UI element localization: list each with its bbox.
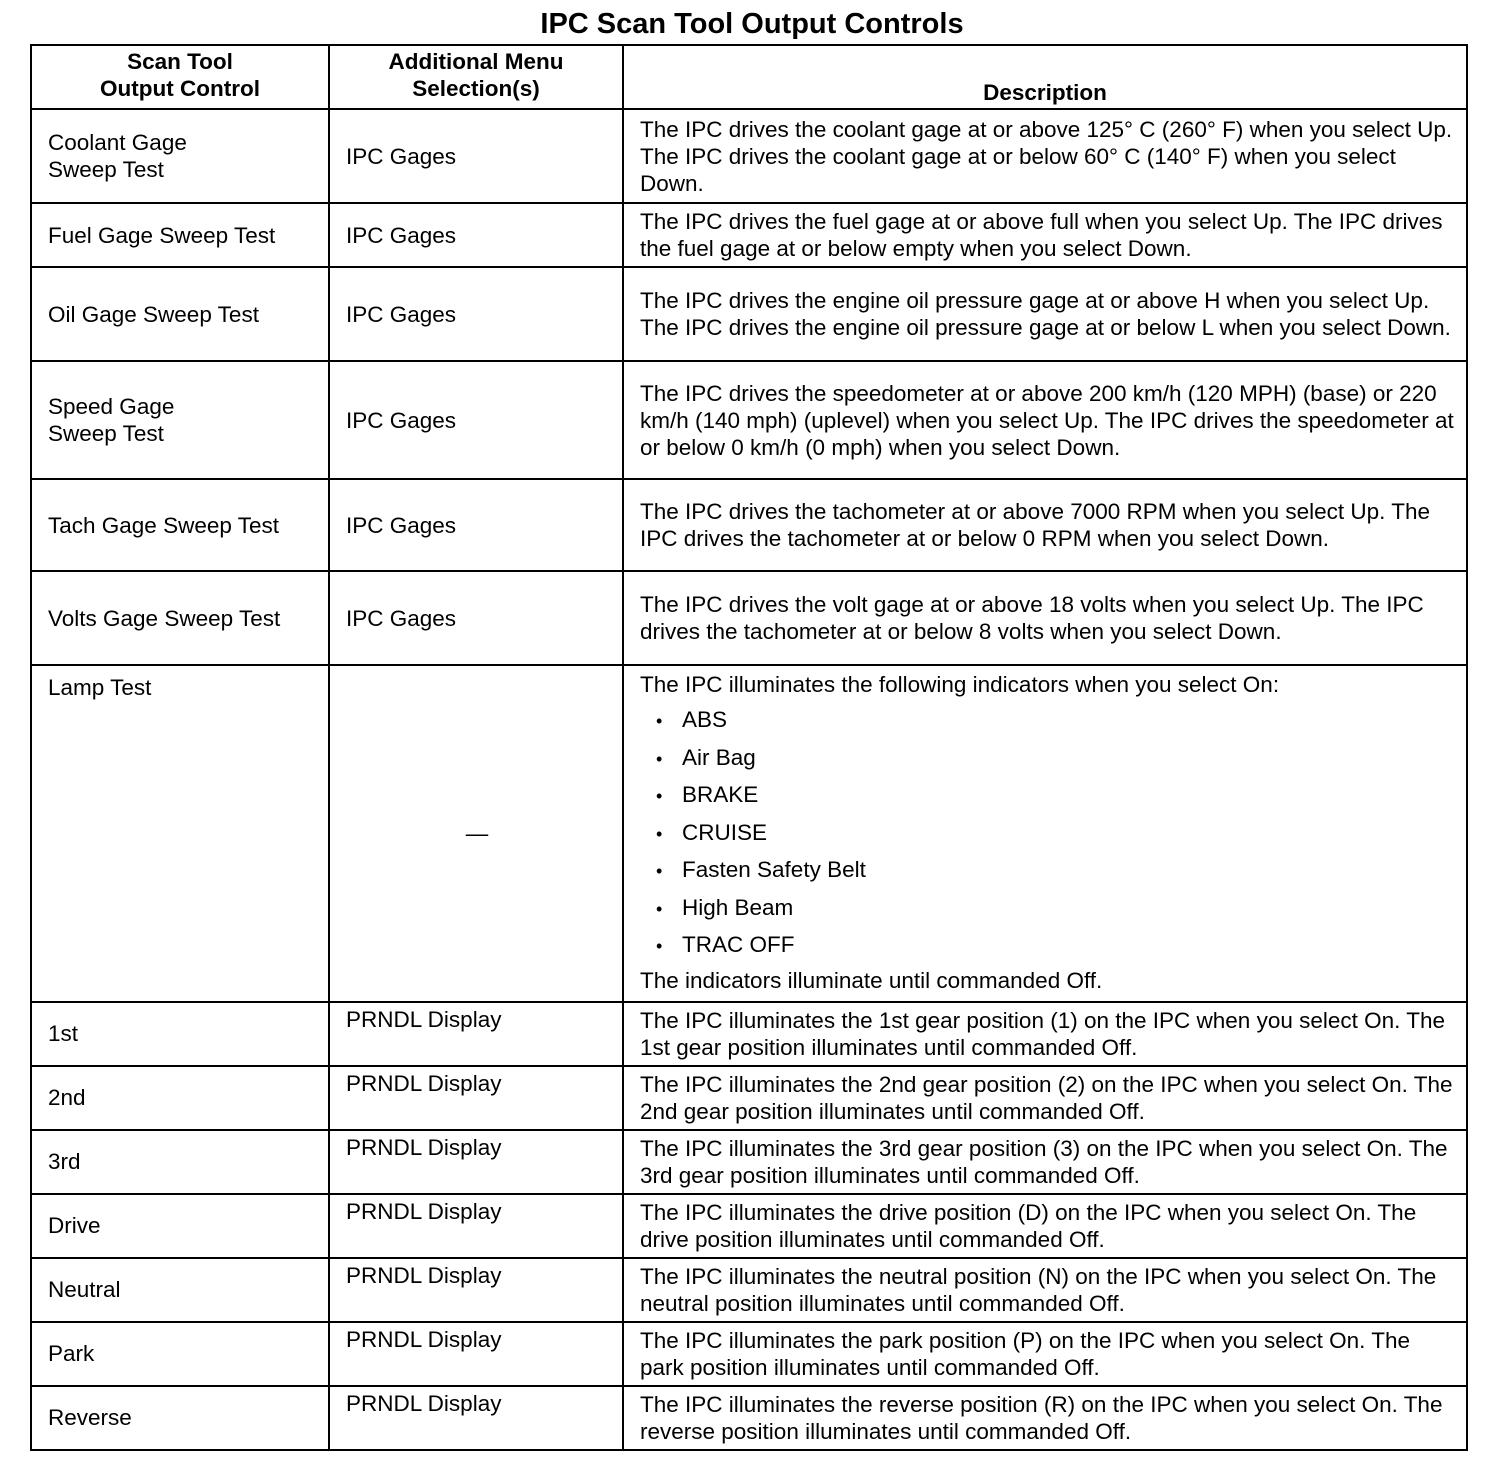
- description-cell: The IPC illuminates the reverse position (R) on the IPC when you select On. The reverse position illuminates until commanded Off.: [623, 1386, 1467, 1450]
- description-cell: The IPC drives the coolant gage at or above 125° C (260° F) when you select Up. The IPC drives the coolant gage at or below 60° C (140° F) when you select Down.: [623, 109, 1467, 203]
- table-row: [31, 1322, 1467, 1386]
- output-control-cell: 2nd: [31, 1066, 329, 1130]
- menu-selection-cell: PRNDL Display: [329, 1002, 623, 1066]
- output-control-cell: 1st: [31, 1002, 329, 1066]
- lamp-test-row: [31, 665, 1467, 1002]
- header-scan-tool-output-control: Scan Tool Output Control: [31, 45, 329, 109]
- description-cell: [623, 665, 1467, 1002]
- table-row: [31, 479, 1467, 571]
- description-cell: The IPC drives the volt gage at or above 18 volts when you select Up. The IPC drives the tachometer at or below 8 volts when you select Down.: [623, 571, 1467, 665]
- output-control-cell: Oil Gage Sweep Test: [31, 267, 329, 361]
- output-control-cell: Speed Gage Sweep Test: [31, 361, 329, 479]
- description-cell: The IPC illuminates the neutral position (N) on the IPC when you select On. The neutral position illuminates until commanded Off.: [623, 1258, 1467, 1322]
- output-control-cell: Tach Gage Sweep Test: [31, 479, 329, 571]
- indicator-list: [640, 702, 1456, 965]
- menu-selection-cell: PRNDL Display: [329, 1322, 623, 1386]
- list-item: • ABS: [656, 702, 1456, 740]
- menu-selection-cell: IPC Gages: [329, 203, 623, 267]
- menu-selection-cell: PRNDL Display: [329, 1066, 623, 1130]
- output-controls-table: [30, 44, 1468, 1451]
- description-cell: The IPC illuminates the drive position (D) on the IPC when you select On. The drive position illuminates until commanded Off.: [623, 1194, 1467, 1258]
- menu-selection-cell: IPC Gages: [329, 479, 623, 571]
- list-item: • BRAKE: [656, 777, 1456, 815]
- table-row: [31, 571, 1467, 665]
- table-row: [31, 1130, 1467, 1194]
- description-cell: The IPC illuminates the 3rd gear position (3) on the IPC when you select On. The 3rd gear position illuminates until commanded Off.: [623, 1130, 1467, 1194]
- description-cell: The IPC drives the tachometer at or above 7000 RPM when you select Up. The IPC drives the tachometer at or below 0 RPM when you select Down.: [623, 479, 1467, 571]
- menu-selection-cell: PRNDL Display: [329, 1130, 623, 1194]
- menu-selection-cell: PRNDL Display: [329, 1194, 623, 1258]
- table-row: [31, 267, 1467, 361]
- menu-selection-cell: IPC Gages: [329, 109, 623, 203]
- table-row: [31, 203, 1467, 267]
- header-additional-menu-selections: Additional Menu Selection(s): [329, 45, 623, 109]
- description-cell: The IPC drives the speedometer at or above 200 km/h (120 MPH) (base) or 220 km/h (140 mph) (uplevel) when you select Up. The IPC drives the speedometer at or below 0 km/h (0 mph) when you select Down.: [623, 361, 1467, 479]
- list-item: • CRUISE: [656, 815, 1456, 853]
- output-control-cell: Neutral: [31, 1258, 329, 1322]
- header-description: Description: [623, 45, 1467, 109]
- description-cell: The IPC illuminates the park position (P) on the IPC when you select On. The park position illuminates until commanded Off.: [623, 1322, 1467, 1386]
- table-row: [31, 1194, 1467, 1258]
- output-control-cell: Park: [31, 1322, 329, 1386]
- table-row: [31, 1258, 1467, 1322]
- lamp-test-intro: The IPC illuminates the following indicators when you select On:: [640, 672, 1280, 697]
- output-control-cell: 3rd: [31, 1130, 329, 1194]
- output-control-cell: Drive: [31, 1194, 329, 1258]
- menu-selection-cell: IPC Gages: [329, 267, 623, 361]
- table-row: [31, 1386, 1467, 1450]
- table-row: [31, 361, 1467, 479]
- lamp-test-outro: The indicators illuminate until commanded Off.: [640, 967, 1103, 993]
- description-cell: The IPC illuminates the 2nd gear position (2) on the IPC when you select On. The 2nd gear position illuminates until commanded Off.: [623, 1066, 1467, 1130]
- output-control-cell: Reverse: [31, 1386, 329, 1450]
- list-item: • Fasten Safety Belt: [656, 852, 1456, 890]
- menu-selection-cell: IPC Gages: [329, 571, 623, 665]
- table-row: [31, 109, 1467, 203]
- menu-selection-cell: IPC Gages: [329, 361, 623, 479]
- output-control-cell: Volts Gage Sweep Test: [31, 571, 329, 665]
- description-cell: The IPC drives the engine oil pressure gage at or above H when you select Up. The IPC drives the engine oil pressure gage at or below L when you select Down.: [623, 267, 1467, 361]
- menu-selection-cell: PRNDL Display: [329, 1258, 623, 1322]
- menu-selection-cell: PRNDL Display: [329, 1386, 623, 1450]
- list-item: • TRAC OFF: [656, 927, 1456, 965]
- description-cell: The IPC drives the fuel gage at or above full when you select Up. The IPC drives the fuel gage at or below empty when you select Down.: [623, 203, 1467, 267]
- table-row: [31, 1066, 1467, 1130]
- output-control-cell: Lamp Test: [31, 665, 329, 1002]
- table-row: [31, 1002, 1467, 1066]
- menu-selection-cell: —: [329, 665, 623, 1002]
- table-header-row: [31, 45, 1467, 109]
- description-cell: The IPC illuminates the 1st gear position (1) on the IPC when you select On. The 1st gear position illuminates until commanded Off.: [623, 1002, 1467, 1066]
- list-item: • High Beam: [656, 890, 1456, 928]
- list-item: • Air Bag: [656, 740, 1456, 778]
- output-control-cell: Coolant Gage Sweep Test: [31, 109, 329, 203]
- page-title: IPC Scan Tool Output Controls: [540, 8, 964, 40]
- output-control-cell: Fuel Gage Sweep Test: [31, 203, 329, 267]
